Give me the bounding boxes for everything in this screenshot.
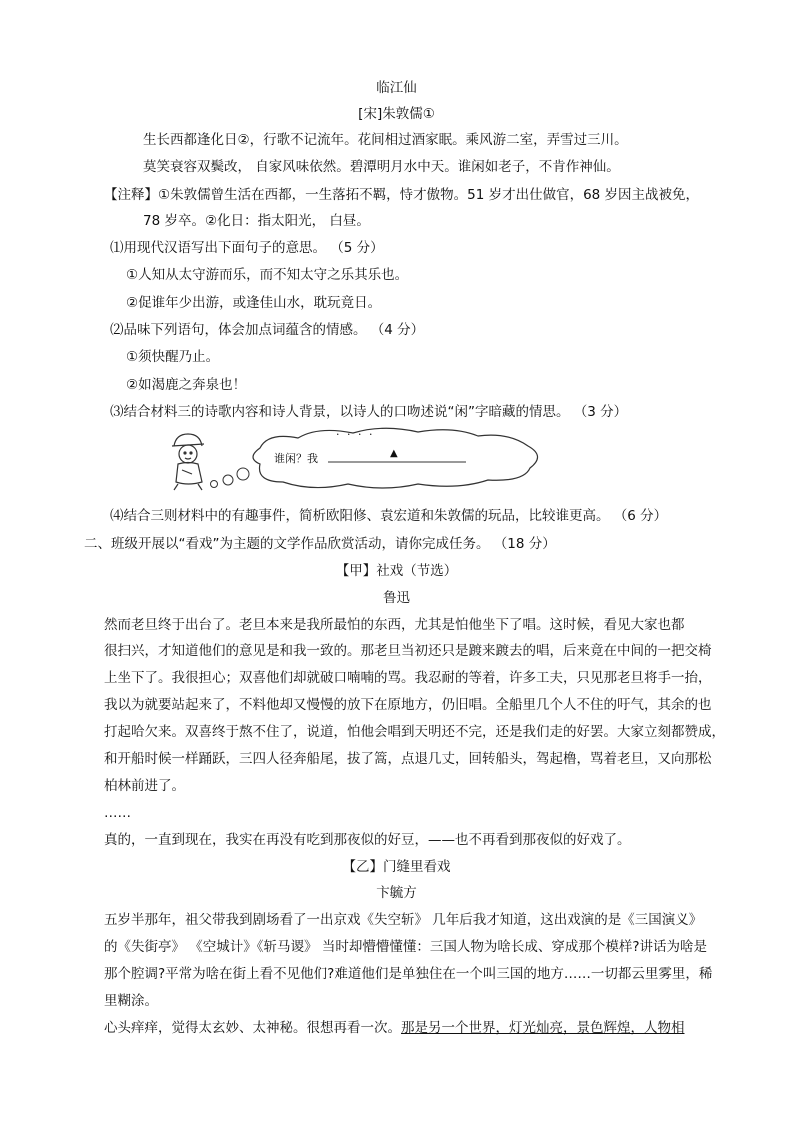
yi-line-1: 五岁半那年，祖父带我到剧场看了一出京戏《失空斩》 几年后我才知道，这出戏演的是《三国演义》 [104, 912, 703, 928]
poem-note-1: 【注释】①朱敦儒曾生活在西都，一生落拓不羁，恃才傲物。51 岁才出仕做官，68 岁因主战被免， [104, 187, 700, 203]
question-2a: ①须快醒乃止。 [126, 349, 220, 365]
section-2-heading: 二、班级开展以“看戏”为主题的文学作品欣赏活动，请你完成任务。 （18 分） [84, 536, 556, 552]
jia-ellipsis: …… [104, 805, 131, 821]
question-1b: ②促谁年少出游，或逢佳山水，耽玩竟日。 [126, 295, 382, 311]
yi-last-underlined: 那是另一个世界，灯光灿亮，景色辉煌，人物相 [401, 1020, 685, 1036]
question-1a: ①人知从太守游而乐，而不知太守之乐其乐也。 [126, 267, 409, 283]
poem-author: [宋]朱敦儒① [358, 106, 435, 122]
jia-line-5: 打起哈欠来。双喜终于熬不住了，说道，怕他会唱到天明还不完，还是我们走的好罢。大家立刻都赞成， [104, 724, 725, 740]
jia-closing: 真的，一直到现在，我实在再没有吃到那夜似的好豆，——也不再看到那夜似的好戏了。 [104, 832, 631, 848]
poem-note-2: 78 岁卒。②化日：指太阳光， 白昼。 [143, 213, 370, 229]
yi-title: 【乙】门缝里看戏 [342, 859, 451, 875]
poem-title: 临江仙 [376, 80, 417, 96]
emphasis-dots: · · · · [336, 428, 375, 441]
yi-line-4: 里糊涂。 [104, 993, 158, 1009]
jia-line-6: 和开船时候一样踊跃，三四人径奔船尾，拔了篙，点退几丈，回转船头，驾起橹，骂着老旦，又向那松 [104, 751, 712, 767]
question-3: ⑶结合材料三的诗歌内容和诗人背景，以诗人的口吻述说“闲”字暗藏的情思。 （3 分） [110, 404, 628, 420]
question-1: ⑴用现代汉语写出下面句子的意思。 （5 分） [110, 240, 384, 256]
jia-line-7: 柏林前进了。 [104, 778, 185, 794]
jia-line-3: 上坐下了。我很担心；双喜他们却就破口喃喃的骂。我忍耐的等着，许多工夫，只见那老旦将手一抬， [104, 670, 712, 686]
jia-title: 【甲】社戏（节选） [335, 563, 458, 579]
answer-marker: ▲ [390, 448, 398, 459]
question-2: ⑵品味下列语句，体会加点词蕴含的情感。 （4 分） [110, 322, 425, 338]
yi-line-2: 的《失街亭》 《空城计》《斩马谡》 当时却懵懵懂懂：三国人物为啥长成、穿成那个模样?讲话为啥是 [104, 939, 707, 955]
jia-author: 鲁迅 [383, 590, 410, 606]
question-2b: ②如渴鹿之奔泉也！ [126, 377, 247, 393]
jia-line-2: 很扫兴，才知道他们的意见是和我一致的。那老旦当初还只是踱来踱去的唱，后来竟在中间的一把交椅 [104, 643, 712, 659]
yi-last-line [104, 1018, 685, 1038]
thought-bubble-illustration [168, 424, 548, 498]
poem-line-1: 生长西都逢化日②，行歌不记流年。花间相过酒家眠。乘风游二室，弄雪过三川。 [143, 132, 628, 148]
yi-last-plain: 心头痒痒，觉得太玄妙、太神秘。很想再看一次。 [104, 1020, 401, 1036]
poem-line-2: 莫笑衰容双鬓改， 自家风味依然。碧潭明月水中天。谁闲如老子，不肯作神仙。 [143, 159, 620, 175]
question-4: ⑷结合三则材料中的有趣事件，简析欧阳修、袁宏道和朱敦儒的玩品，比较谁更高。 （6 分） [110, 508, 668, 524]
jia-line-1: 然而老旦终于出台了。老旦本来是我所最怕的东西，尤其是怕他坐下了唱。这时候，看见大家也都 [104, 617, 685, 633]
jia-line-4: 我以为就要站起来了，不料他却又慢慢的放下在原地方，仍旧唱。全船里几个人不住的吁气，其余的也 [104, 697, 712, 713]
yi-line-3: 那个腔调?平常为啥在街上看不见他们?难道他们是单独住在一个叫三国的地方……一切都云里雾里，稀 [104, 966, 713, 982]
yi-author: 卞毓方 [376, 885, 417, 901]
bubble-prompt: 谁闲？我 [274, 452, 318, 465]
